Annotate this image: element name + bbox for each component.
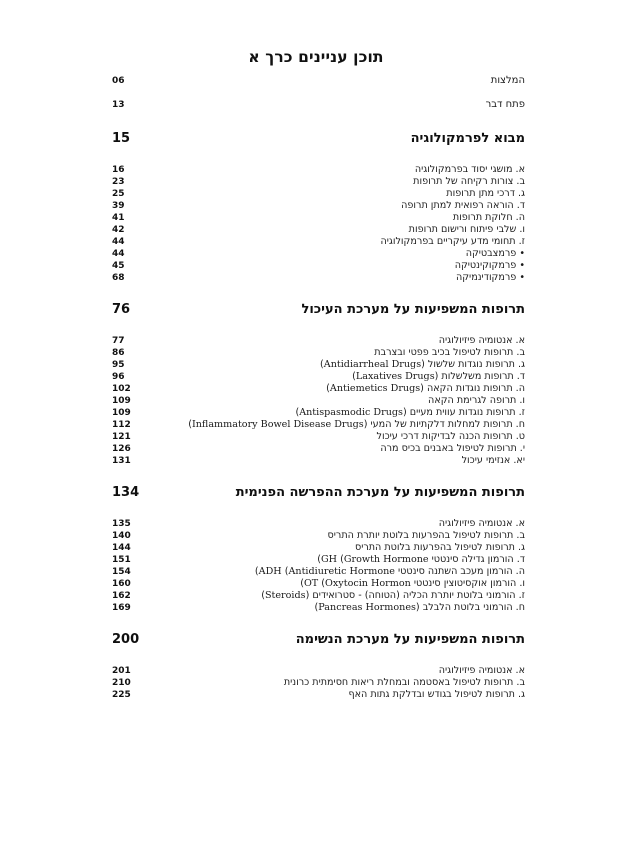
entry-page-number: 96 [112,372,125,382]
toc-row[interactable] [0,530,632,542]
toc-row[interactable] [0,518,632,530]
section-page-number: 76 [112,302,131,317]
entry-label: ו. תרופה לגרימת הקאה [428,395,525,406]
entry-label: • פרמקודינמיקה [455,272,525,283]
entry-label: א. אנטומיה פיזיולוגיה [438,335,525,346]
toc-row[interactable] [0,212,632,224]
toc-row[interactable] [0,347,632,359]
spacer [0,122,632,130]
toc-row[interactable] [0,188,632,200]
entry-label: ב. תרופות לטיפול בהפרעות בלוטת יותרת התריס [327,530,525,541]
entry-label: ז. הורמוני בלוטת יותרת הכליה (הטוחה) - סטרואידים (Steroids) [261,590,525,601]
toc-row[interactable] [0,419,632,431]
section-heading: תרופות המשפיעות על מערכת הנשימה [295,632,525,647]
toc-row[interactable] [0,566,632,578]
latin-term: Steroids [264,590,306,601]
toc-row[interactable] [0,98,632,122]
entry-label: ב. צורות רקיחה של תרופות [413,176,525,187]
entry-label: א. מושגי יסוד בפרמקולוגיה [414,164,525,175]
entry-label: ג. דרכי מתן תרופות [446,188,525,199]
toc-row[interactable] [0,455,632,467]
toc-row[interactable] [0,443,632,455]
toc-row[interactable] [0,554,632,566]
entry-label: ח. הורמוני בלוטת הלבלב (Pancreas Hormones) [314,602,525,613]
front-matter-label: המלצות [490,75,525,86]
entry-label: ז. תרופות נוגדות עווית מעיים (Antispasmodic Drugs) [295,407,525,418]
latin-term: Inflammatory Bowel Disease Drugs [191,419,364,430]
toc-row[interactable] [0,272,632,284]
entry-label: ד. הוראה רפואית למתן תרופה [401,200,525,211]
section-page-number: 200 [112,632,140,647]
latin-term: OT [303,578,322,589]
toc-row[interactable] [0,200,632,212]
entry-label: ג. תרופות לטיפול בגודש ובדלקת גתות האף [348,689,525,700]
entry-label: • פרמצבטיקה [465,248,525,259]
section-heading: מבוא לפרמקולוגיה [410,131,525,146]
toc-row[interactable] [0,236,632,248]
entry-label: ב. תרופות לטיפול בכיב פפטי ובצרבת [374,347,525,358]
entry-label: ה. תרופות נוגדות הקאה (Antiemetics Drugs) [326,383,525,394]
table-of-contents [0,74,632,701]
entry-page-number: 109 [112,396,131,406]
latin-term: Antispasmodic Drugs [299,407,403,418]
latin-term: Growth Hormone [343,554,429,565]
toc-row[interactable] [0,484,632,510]
entry-page-number: 86 [112,348,125,358]
toc-row[interactable] [0,301,632,327]
latin-term: Antidiarrheal Drugs [323,359,422,370]
section-heading: תרופות המשפיעות על מערכת העיכול [301,302,525,317]
entry-label: יא. אנזימי עיכול [461,455,525,466]
toc-row[interactable] [0,407,632,419]
entry-page-number: 68 [112,273,125,283]
entry-page-number: 44 [112,249,125,259]
toc-row[interactable] [0,395,632,407]
entry-page-number: 126 [112,444,131,454]
entry-page-number: 16 [112,165,125,175]
entry-label: ד. הורמון גדילה סינטטי GH (Growth Hormone) [317,554,525,565]
toc-row[interactable] [0,665,632,677]
section-heading: תרופות המשפיעות על מערכת ההפרשה הפנימית [235,485,525,500]
entry-page-number: 42 [112,225,125,235]
front-matter-page-number: 06 [112,76,125,86]
entry-page-number: 25 [112,189,125,199]
entry-page-number: 140 [112,531,131,541]
entry-page-number: 160 [112,579,131,589]
toc-row[interactable] [0,631,632,657]
entry-page-number: 154 [112,567,131,577]
latin-term: Laxatives Drugs [355,371,435,382]
entry-label: ד. תרופות משלשלות (Laxatives Drugs) [352,371,525,382]
entry-page-number: 39 [112,201,125,211]
entry-page-number: 135 [112,519,131,529]
spacer [0,614,632,631]
entry-page-number: 144 [112,543,131,553]
entry-page-number: 225 [112,690,131,700]
entry-page-number: 41 [112,213,125,223]
latin-term: Pancreas Hormones [318,602,416,613]
toc-row[interactable] [0,224,632,236]
entry-page-number: 121 [112,432,131,442]
section-page-number: 134 [112,485,140,500]
entry-label: א. אנטומיה פיזיולוגיה [438,665,525,676]
spacer [0,467,632,484]
page-title: תוכן עניינים כרך א [248,48,384,66]
entry-label: ח. תרופות למחלות דלקתיות של המעי (Inflammatory Bowel Disease Drugs) [188,419,525,430]
entry-label: ב. תרופות לטיפול באסטמה ובמחלת ריאות חסימתית כרונית [283,677,525,688]
entry-page-number: 109 [112,408,131,418]
front-matter-label: פתח דבר [485,99,525,110]
latin-term: ADH [258,566,285,577]
entry-page-number: 95 [112,360,125,370]
spacer [0,657,632,665]
entry-label: ה. הורמון מעכב השתנה סינטטי ADH (Antidiuretic Hormone) [254,566,525,577]
entry-label: ג. תרופות לטיפול בהפרעות בלוטת התריס [354,542,525,553]
toc-row[interactable] [0,130,632,156]
toc-row[interactable] [0,677,632,689]
entry-label: א. אנטומיה פיזיולוגיה [438,518,525,529]
toc-row[interactable] [0,335,632,347]
entry-page-number: 44 [112,237,125,247]
entry-label: ט. תרופות הכנה לבדיקות דרכי עיכול [376,431,525,442]
front-matter-page-number: 13 [112,100,125,110]
entry-page-number: 45 [112,261,125,271]
entry-label: ו. הורמון אוקסיטוצין סינטטי OT (Oxytocin Hormon) [300,578,525,589]
toc-row[interactable] [0,689,632,701]
spacer [0,156,632,164]
entry-page-number: 151 [112,555,131,565]
toc-row[interactable] [0,542,632,554]
latin-term: Oxytocin Hormon [325,578,411,589]
entry-page-number: 102 [112,384,131,394]
spacer [0,510,632,518]
spacer [0,284,632,301]
toc-row[interactable] [0,260,632,272]
latin-term: GH [320,554,341,565]
toc-row[interactable] [0,248,632,260]
toc-row[interactable] [0,74,632,98]
entry-page-number: 23 [112,177,125,187]
entry-page-number: 77 [112,336,125,346]
entry-page-number: 210 [112,678,131,688]
entry-label: • פרמקוקינטיקה [454,260,525,271]
section-page-number: 15 [112,131,131,146]
entry-label: ג. תרופות נוגדות שלשול (Antidiarrheal Drugs) [320,359,525,370]
toc-row[interactable] [0,578,632,590]
toc-row[interactable] [0,176,632,188]
entry-label: ו. שלבי פיתוח ורישום תרופות [408,224,525,235]
latin-term: Antidiuretic Hormone [288,566,395,577]
toc-row[interactable] [0,431,632,443]
entry-label: ז. תחומי מדע עיקריים בפרמקולוגיה [380,236,525,247]
latin-term: Antiemetics Drugs [329,383,421,394]
toc-row[interactable] [0,164,632,176]
entry-label: ה. חלוקת תרופות [452,212,525,223]
entry-page-number: 112 [112,420,131,430]
spacer [0,327,632,335]
entry-page-number: 201 [112,666,131,676]
toc-row[interactable] [0,383,632,395]
entry-label: י. תרופות לטיפול באבנים בכיס מרה [380,443,525,454]
toc-row[interactable] [0,590,632,602]
toc-row[interactable] [0,359,632,371]
entry-page-number: 131 [112,456,131,466]
entry-page-number: 162 [112,591,131,601]
entry-page-number: 169 [112,603,131,613]
toc-row[interactable] [0,602,632,614]
toc-row[interactable] [0,371,632,383]
